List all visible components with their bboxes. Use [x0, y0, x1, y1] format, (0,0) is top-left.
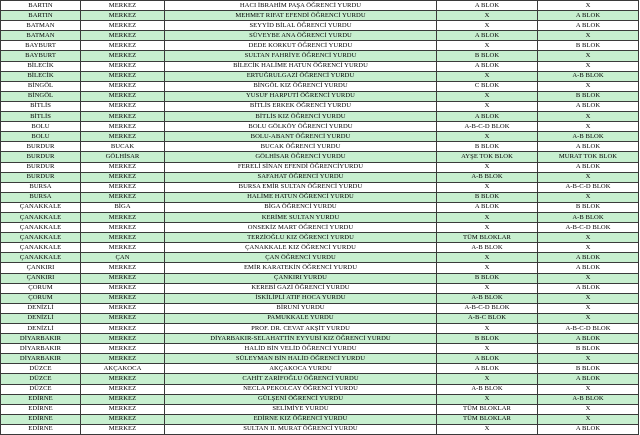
block-b-cell: X	[538, 192, 639, 202]
district-cell: MERKEZ	[81, 233, 165, 243]
block-a-cell: AYŞE TOK BLOK	[437, 152, 538, 162]
block-a-cell: TÜM BLOKLAR	[437, 414, 538, 424]
block-a-cell: X	[437, 132, 538, 142]
table-row	[1, 11, 639, 21]
block-a-cell: A BLOK	[437, 112, 538, 122]
district-cell: MERKEZ	[81, 132, 165, 142]
dormitory-name-cell: GÜLŞENİ ÖĞRENCİ YURDU	[165, 394, 437, 404]
block-b-cell: X	[538, 31, 639, 41]
district-cell: MERKEZ	[81, 414, 165, 424]
district-cell: MERKEZ	[81, 21, 165, 31]
dormitory-name-cell: EMİR KARATEKİN ÖĞRENCİ YURDU	[165, 263, 437, 273]
table-row	[1, 132, 639, 142]
district-cell: MERKEZ	[81, 1, 165, 11]
province-cell: DÜZCE	[1, 364, 81, 374]
province-cell: ÇORUM	[1, 283, 81, 293]
dormitory-name-cell: İSKİLİPLİ ATIF HOCA YURDU	[165, 293, 437, 303]
block-b-cell: A BLOK	[538, 263, 639, 273]
block-b-cell: X	[538, 112, 639, 122]
table-row	[1, 182, 639, 192]
table-row	[1, 384, 639, 394]
table-row	[1, 122, 639, 132]
block-a-cell: B BLOK	[437, 334, 538, 344]
block-a-cell: X	[437, 11, 538, 21]
province-cell: ÇANAKKALE	[1, 233, 81, 243]
block-b-cell: X	[538, 51, 639, 61]
table-row	[1, 51, 639, 61]
block-b-cell: A-B BLOK	[538, 71, 639, 81]
district-cell: MERKEZ	[81, 31, 165, 41]
block-a-cell: A-B-C-D BLOK	[437, 303, 538, 313]
table-row	[1, 253, 639, 263]
block-a-cell: X	[437, 162, 538, 172]
dormitory-table-body	[1, 1, 639, 435]
district-cell: MERKEZ	[81, 293, 165, 303]
province-cell: DÜZCE	[1, 374, 81, 384]
block-b-cell: A-B BLOK	[538, 394, 639, 404]
dormitory-name-cell: SÜLEYMAN BİN HALİD ÖĞRENCİ YURDU	[165, 354, 437, 364]
table-row	[1, 71, 639, 81]
province-cell: ÇANAKKALE	[1, 212, 81, 222]
district-cell: MERKEZ	[81, 263, 165, 273]
dormitory-name-cell: MEHMET RIFAT EFENDİ ÖĞRENCİ YURDU	[165, 11, 437, 21]
province-cell: BATMAN	[1, 31, 81, 41]
table-row	[1, 324, 639, 334]
block-a-cell: B BLOK	[437, 51, 538, 61]
province-cell: BİLECİK	[1, 71, 81, 81]
province-cell: ÇANKIRI	[1, 273, 81, 283]
district-cell: ÇAN	[81, 253, 165, 263]
dormitory-name-cell: PAMUKKALE YURDU	[165, 313, 437, 323]
province-cell: DENİZLİ	[1, 303, 81, 313]
dormitory-name-cell: SÜVEYBE ANA ÖĞRENCİ YURDU	[165, 31, 437, 41]
block-a-cell: B BLOK	[437, 273, 538, 283]
district-cell: MERKEZ	[81, 162, 165, 172]
block-a-cell: TÜM BLOKLAR	[437, 404, 538, 414]
dormitory-name-cell: SELİMİYE YURDU	[165, 404, 437, 414]
province-cell: BURDUR	[1, 162, 81, 172]
block-b-cell: A BLOK	[538, 142, 639, 152]
table-row	[1, 41, 639, 51]
district-cell: BİGA	[81, 202, 165, 212]
dormitory-name-cell: FERELİ SİNAN EFENDİ ÖĞRENCİYURDU	[165, 162, 437, 172]
block-b-cell: A BLOK	[538, 334, 639, 344]
district-cell: MERKEZ	[81, 81, 165, 91]
province-cell: BURSA	[1, 192, 81, 202]
dormitory-name-cell: BİNGÖL KIZ ÖĞRENCİ YURDU	[165, 81, 437, 91]
block-b-cell: B BLOK	[538, 344, 639, 354]
province-cell: DENİZLİ	[1, 313, 81, 323]
district-cell: AKÇAKOCA	[81, 364, 165, 374]
dormitory-name-cell: SAFAHAT ÖĞRENCİ YURDU	[165, 172, 437, 182]
block-a-cell: X	[437, 424, 538, 434]
block-a-cell: X	[437, 212, 538, 222]
dormitory-name-cell: HALİD BİN VELİD ÖĞRENCİ YURDU	[165, 344, 437, 354]
block-a-cell: X	[437, 41, 538, 51]
table-row	[1, 142, 639, 152]
table-row	[1, 313, 639, 323]
dormitory-name-cell: BOLU GÖLKÖY ÖĞRENCİ YURDU	[165, 122, 437, 132]
table-row	[1, 212, 639, 222]
district-cell: MERKEZ	[81, 11, 165, 21]
block-a-cell: A BLOK	[437, 364, 538, 374]
block-b-cell: X	[538, 243, 639, 253]
province-cell: BİTLİS	[1, 112, 81, 122]
dormitory-name-cell: SULTAN FAHRİYE ÖĞRENCİ YURDU	[165, 51, 437, 61]
district-cell: MERKEZ	[81, 243, 165, 253]
table-row	[1, 202, 639, 212]
dormitory-name-cell: ÇANKIRI YURDU	[165, 273, 437, 283]
table-row	[1, 31, 639, 41]
block-a-cell: X	[437, 344, 538, 354]
block-a-cell: A-B BLOK	[437, 172, 538, 182]
block-a-cell: A BLOK	[437, 61, 538, 71]
block-a-cell: X	[437, 253, 538, 263]
province-cell: EDİRNE	[1, 404, 81, 414]
block-b-cell: A BLOK	[538, 101, 639, 111]
province-cell: ÇANAKKALE	[1, 253, 81, 263]
block-b-cell: A-B-C-D BLOK	[538, 324, 639, 334]
dormitory-name-cell: AKÇAKOCA YURDU	[165, 364, 437, 374]
district-cell: MERKEZ	[81, 223, 165, 233]
district-cell: MERKEZ	[81, 91, 165, 101]
province-cell: BİLECİK	[1, 61, 81, 71]
dormitory-name-cell: BİLECİK HALİME HATUN ÖĞRENCİ YURDU	[165, 61, 437, 71]
district-cell: MERKEZ	[81, 303, 165, 313]
dormitory-name-cell: BİTLİS KIZ ÖĞRENCİ YURDU	[165, 112, 437, 122]
province-cell: ÇORUM	[1, 293, 81, 303]
table-row	[1, 374, 639, 384]
block-b-cell: A BLOK	[538, 374, 639, 384]
district-cell: MERKEZ	[81, 273, 165, 283]
table-row	[1, 101, 639, 111]
dormitory-name-cell: BİRUNİ YURDU	[165, 303, 437, 313]
block-b-cell: X	[538, 81, 639, 91]
province-cell: EDİRNE	[1, 424, 81, 434]
table-row	[1, 81, 639, 91]
district-cell: GÖLHİSAR	[81, 152, 165, 162]
block-a-cell: X	[437, 101, 538, 111]
block-b-cell: A BLOK	[538, 283, 639, 293]
block-b-cell: X	[538, 273, 639, 283]
dormitory-name-cell: KEREBİ GAZİ ÖĞRENCİ YURDU	[165, 283, 437, 293]
block-a-cell: A-B BLOK	[437, 243, 538, 253]
district-cell: MERKEZ	[81, 334, 165, 344]
province-cell: BURSA	[1, 182, 81, 192]
block-a-cell: A BLOK	[437, 1, 538, 11]
district-cell: MERKEZ	[81, 192, 165, 202]
block-b-cell: A-B-C-D BLOK	[538, 223, 639, 233]
dormitory-name-cell: GÖLHİSAR ÖĞRENCİ YURDU	[165, 152, 437, 162]
table-row	[1, 404, 639, 414]
block-a-cell: A BLOK	[437, 31, 538, 41]
block-b-cell: X	[538, 404, 639, 414]
dormitory-name-cell: HALİME HATUN ÖĞRENCİ YURDU	[165, 192, 437, 202]
district-cell: MERKEZ	[81, 41, 165, 51]
province-cell: EDİRNE	[1, 394, 81, 404]
table-row	[1, 414, 639, 424]
table-row	[1, 394, 639, 404]
table-row	[1, 273, 639, 283]
district-cell: MERKEZ	[81, 51, 165, 61]
block-a-cell: A-B BLOK	[437, 293, 538, 303]
table-row	[1, 243, 639, 253]
block-b-cell: B BLOK	[538, 91, 639, 101]
table-row	[1, 263, 639, 273]
dormitory-name-cell: TERZİOĞLU KIZ ÖĞRENCİ YURDU	[165, 233, 437, 243]
table-row	[1, 344, 639, 354]
block-b-cell: B BLOK	[538, 364, 639, 374]
block-b-cell: A BLOK	[538, 253, 639, 263]
block-a-cell: A-B BLOK	[437, 384, 538, 394]
dormitory-name-cell: SULTAN II. MURAT ÖĞRENCİ YURDU	[165, 424, 437, 434]
dormitory-name-cell: DEDE KORKUT ÖĞRENCİ YURDU	[165, 41, 437, 51]
dormitory-name-cell: DİYARBAKIR-SELAHATTİN EYYUBİ KIZ ÖĞRENCİ YURDU	[165, 334, 437, 344]
province-cell: BAYBURT	[1, 51, 81, 61]
block-b-cell: X	[538, 172, 639, 182]
province-cell: ÇANAKKALE	[1, 223, 81, 233]
district-cell: MERKEZ	[81, 374, 165, 384]
province-cell: BAYBURT	[1, 41, 81, 51]
block-a-cell: TÜM BLOKLAR	[437, 233, 538, 243]
block-b-cell: X	[538, 313, 639, 323]
province-cell: DİYARBAKIR	[1, 344, 81, 354]
table-row	[1, 283, 639, 293]
table-row	[1, 172, 639, 182]
province-cell: DENİZLİ	[1, 324, 81, 334]
block-a-cell: X	[437, 182, 538, 192]
province-cell: DİYARBAKIR	[1, 354, 81, 364]
block-a-cell: X	[437, 263, 538, 273]
district-cell: MERKEZ	[81, 354, 165, 364]
district-cell: MERKEZ	[81, 313, 165, 323]
province-cell: BOLU	[1, 122, 81, 132]
district-cell: MERKEZ	[81, 182, 165, 192]
block-a-cell: X	[437, 91, 538, 101]
dormitory-name-cell: CAHİT ZARİFOĞLU ÖĞRENCİ YURDU	[165, 374, 437, 384]
block-b-cell: A BLOK	[538, 11, 639, 21]
block-b-cell: X	[538, 61, 639, 71]
block-a-cell: A BLOK	[437, 354, 538, 364]
block-a-cell: X	[437, 374, 538, 384]
province-cell: BURDUR	[1, 172, 81, 182]
province-cell: BURDUR	[1, 142, 81, 152]
province-cell: DİYARBAKIR	[1, 334, 81, 344]
block-b-cell: B BLOK	[538, 202, 639, 212]
table-row	[1, 21, 639, 31]
district-cell: MERKEZ	[81, 384, 165, 394]
province-cell: ÇANKIRI	[1, 263, 81, 273]
block-a-cell: X	[437, 21, 538, 31]
block-b-cell: X	[538, 414, 639, 424]
block-a-cell: B BLOK	[437, 192, 538, 202]
district-cell: MERKEZ	[81, 172, 165, 182]
block-a-cell: X	[437, 324, 538, 334]
table-row	[1, 61, 639, 71]
table-row	[1, 354, 639, 364]
dormitory-name-cell: HACI İBRAHİM PAŞA ÖĞRENCİ YURDU	[165, 1, 437, 11]
dormitory-name-cell: EDİRNE KIZ ÖĞRENCİ YURDU	[165, 414, 437, 424]
block-b-cell: X	[538, 122, 639, 132]
district-cell: MERKEZ	[81, 283, 165, 293]
district-cell: MERKEZ	[81, 344, 165, 354]
block-b-cell: X	[538, 233, 639, 243]
table-row	[1, 162, 639, 172]
district-cell: MERKEZ	[81, 61, 165, 71]
table-row	[1, 364, 639, 374]
block-a-cell: X	[437, 71, 538, 81]
dormitory-name-cell: BİTLİS ERKEK ÖĞRENCİ YURDU	[165, 101, 437, 111]
province-cell: EDİRNE	[1, 414, 81, 424]
dormitory-name-cell: PROF. DR. CEVAT AKŞİT YURDU	[165, 324, 437, 334]
table-row	[1, 91, 639, 101]
block-b-cell: X	[538, 1, 639, 11]
province-cell: BİNGÖL	[1, 81, 81, 91]
dormitory-name-cell: NECLA PEKOLCAY ÖĞRENCİ YURDU	[165, 384, 437, 394]
block-b-cell: X	[538, 303, 639, 313]
block-b-cell: MURAT TOK BLOK	[538, 152, 639, 162]
district-cell: MERKEZ	[81, 112, 165, 122]
block-b-cell: A BLOK	[538, 21, 639, 31]
dormitory-name-cell: BİGA ÖĞRENCİ YURDU	[165, 202, 437, 212]
table-row	[1, 334, 639, 344]
table-row	[1, 293, 639, 303]
table-row	[1, 112, 639, 122]
dormitory-name-cell: YUSUF HARPUTİ ÖĞRENCİ YURDU	[165, 91, 437, 101]
district-cell: BUCAK	[81, 142, 165, 152]
block-b-cell: X	[538, 384, 639, 394]
block-a-cell: A-B-C-D BLOK	[437, 122, 538, 132]
dormitory-name-cell: ÇAN ÖĞRENCİ YURDU	[165, 253, 437, 263]
province-cell: BURDUR	[1, 152, 81, 162]
province-cell: BİTLİS	[1, 101, 81, 111]
block-a-cell: C BLOK	[437, 81, 538, 91]
dormitory-name-cell: ERTUĞRULGAZİ ÖĞRENCİ YURDU	[165, 71, 437, 81]
district-cell: MERKEZ	[81, 122, 165, 132]
table-row	[1, 233, 639, 243]
province-cell: BARTIN	[1, 11, 81, 21]
district-cell: MERKEZ	[81, 424, 165, 434]
table-row	[1, 424, 639, 434]
province-cell: BİNGÖL	[1, 91, 81, 101]
dormitory-name-cell: ONSEKİZ MART ÖĞRENCİ YURDU	[165, 223, 437, 233]
block-b-cell: A BLOK	[538, 162, 639, 172]
block-a-cell: X	[437, 283, 538, 293]
block-a-cell: X	[437, 394, 538, 404]
district-cell: MERKEZ	[81, 212, 165, 222]
block-b-cell: B BLOK	[538, 41, 639, 51]
table-row	[1, 192, 639, 202]
dormitory-name-cell: KERİME SULTAN YURDU	[165, 212, 437, 222]
block-b-cell: A-B-C-D BLOK	[538, 182, 639, 192]
table-row	[1, 303, 639, 313]
block-b-cell: X	[538, 354, 639, 364]
block-a-cell: B BLOK	[437, 142, 538, 152]
district-cell: MERKEZ	[81, 394, 165, 404]
dormitory-name-cell: BOLU-ABANT ÖĞRENCİ YURDU	[165, 132, 437, 142]
district-cell: MERKEZ	[81, 71, 165, 81]
dormitory-name-cell: ÇANAKKALE KIZ ÖĞRENCİ YURDU	[165, 243, 437, 253]
dormitory-name-cell: BUCAK ÖĞRENCİ YURDU	[165, 142, 437, 152]
block-b-cell: A-B BLOK	[538, 212, 639, 222]
district-cell: MERKEZ	[81, 324, 165, 334]
province-cell: BARTIN	[1, 1, 81, 11]
province-cell: ÇANAKKALE	[1, 243, 81, 253]
block-a-cell: A BLOK	[437, 202, 538, 212]
district-cell: MERKEZ	[81, 404, 165, 414]
dormitory-name-cell: SEYYİD BİLAL ÖĞRENCİ YURDU	[165, 21, 437, 31]
block-a-cell: A-B-C BLOK	[437, 313, 538, 323]
province-cell: BATMAN	[1, 21, 81, 31]
district-cell: MERKEZ	[81, 101, 165, 111]
block-b-cell: A BLOK	[538, 424, 639, 434]
table-row	[1, 152, 639, 162]
block-b-cell: A-B BLOK	[538, 132, 639, 142]
dormitory-name-cell: BURSA EMİR SULTAN ÖĞRENCİ YURDU	[165, 182, 437, 192]
table-row	[1, 223, 639, 233]
province-cell: DÜZCE	[1, 384, 81, 394]
province-cell: ÇANAKKALE	[1, 202, 81, 212]
province-cell: BOLU	[1, 132, 81, 142]
block-b-cell: X	[538, 293, 639, 303]
block-a-cell: X	[437, 223, 538, 233]
table-row	[1, 1, 639, 11]
